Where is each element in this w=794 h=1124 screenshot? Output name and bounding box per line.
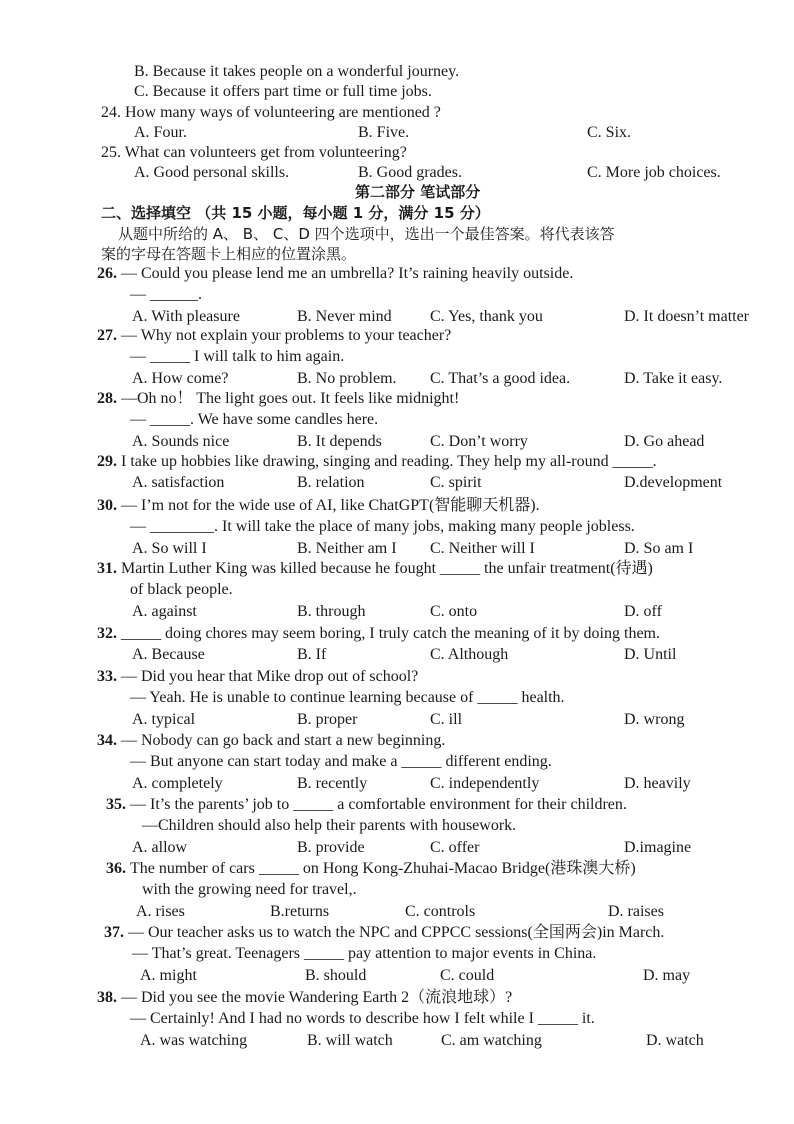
question-text: Martin Luther King was killed because he fought _____ the unfair treatment(待遇) — [121, 560, 653, 577]
question-line — [130, 410, 378, 430]
q23-option-b: B. Because it takes people on a wonderful journey. — [134, 63, 460, 80]
option-c[interactable]: C. could — [440, 966, 495, 984]
option-d[interactable]: D. watch — [646, 1031, 704, 1049]
option-d[interactable]: D. Until — [624, 646, 677, 664]
option-b[interactable]: B. It depends — [297, 432, 382, 450]
question-line — [130, 1009, 595, 1029]
question-stem-line — [106, 859, 636, 879]
question-stem-line — [106, 795, 627, 815]
question-stem-line — [97, 389, 459, 409]
question-number: 34. — [97, 732, 121, 749]
question-text: of black people. — [130, 581, 233, 599]
question-text: — I’m not for the wide use of AI, like ChatGPT(智能聊天机器). — [121, 497, 540, 514]
option-c[interactable]: C. independently — [430, 774, 540, 792]
option-a[interactable]: A. Because — [132, 646, 205, 664]
option-b[interactable]: B. Never mind — [297, 307, 392, 325]
option-d[interactable]: D. wrong — [624, 710, 685, 728]
instructions-line-2: 案的字母在答题卡上相应的位置涂黑。 — [101, 245, 357, 263]
question-stem: How many ways of volunteering are mentioned ? — [125, 104, 441, 121]
question-number: 37. — [104, 924, 128, 941]
option-c[interactable]: C. Yes, thank you — [430, 307, 543, 325]
option-c[interactable]: C. am watching — [441, 1031, 542, 1049]
question-number: 32. — [97, 625, 121, 642]
option-b[interactable]: B. will watch — [307, 1031, 393, 1049]
option-b[interactable]: B. through — [297, 602, 366, 620]
option-d[interactable]: D. Take it easy. — [624, 369, 723, 387]
question-stem-line — [97, 731, 445, 751]
question-text: with the growing need for travel,. — [142, 881, 357, 899]
question-text: — ________. It will take the place of many jobs, making many people jobless. — [130, 518, 635, 536]
option-b[interactable]: B. provide — [297, 838, 365, 856]
option-a[interactable]: A. Good personal skills. — [134, 164, 290, 181]
question-25 — [101, 143, 407, 163]
question-text: — _____ I will talk to him again. — [130, 348, 345, 366]
question-text: — Did you see the movie Wandering Earth 2（流浪地球）? — [121, 989, 513, 1006]
question-text: — ______. — [130, 286, 202, 304]
question-text: — That’s great. Teenagers _____ pay attention to major events in China. — [132, 945, 597, 963]
option-b[interactable]: B.returns — [270, 902, 330, 920]
option-c[interactable]: C. ill — [430, 710, 463, 728]
question-number: 36. — [106, 860, 130, 877]
question-stem-line — [97, 452, 657, 472]
question-text: — Nobody can go back and start a new beginning. — [121, 732, 446, 749]
option-b[interactable]: B. Neither am I — [297, 539, 397, 557]
question-number: 35. — [106, 796, 130, 813]
question-number: 33. — [97, 668, 121, 685]
instructions-line-1: 从题中所给的 A、 B、 C、D 四个选项中，选出一个最佳答案。将代表该答 — [118, 225, 615, 243]
option-b[interactable]: B. Good grades. — [358, 164, 462, 181]
option-b[interactable]: B. relation — [297, 474, 365, 492]
question-line — [130, 752, 552, 772]
question-text: —Children should also help their parents with housework. — [142, 817, 517, 835]
question-number: 25. — [101, 144, 121, 161]
question-text: —Oh no！ The light goes out. It feels like midnight! — [121, 390, 460, 407]
option-d[interactable]: D.development — [624, 474, 723, 492]
option-c[interactable]: C. offer — [430, 838, 480, 856]
question-text: — Yeah. He is unable to continue learning because of _____ health. — [130, 689, 565, 707]
option-b[interactable]: B. If — [297, 646, 327, 664]
question-stem-line — [97, 667, 418, 687]
question-number: 24. — [101, 104, 121, 121]
question-text: — _____. We have some candles here. — [130, 411, 379, 429]
option-a[interactable]: A. satisfaction — [132, 474, 225, 492]
option-a[interactable]: A. rises — [136, 902, 185, 920]
question-text: The number of cars _____ on Hong Kong-Zhuhai-Macao Bridge(港珠澳大桥) — [130, 860, 636, 877]
question-stem-line — [97, 326, 451, 346]
option-d[interactable]: D. may — [643, 966, 691, 984]
question-number: 28. — [97, 390, 121, 407]
question-stem: What can volunteers get from volunteering? — [124, 144, 407, 161]
option-a[interactable]: A. How come? — [132, 369, 229, 387]
question-text: I take up hobbies like drawing, singing and reading. They help my all-round _____. — [121, 453, 657, 470]
question-line — [130, 517, 635, 537]
question-24 — [101, 103, 441, 123]
option-a[interactable]: A. Four. — [134, 124, 187, 141]
question-stem-line — [97, 988, 512, 1008]
option-d[interactable]: D. So am I — [624, 539, 694, 557]
option-a[interactable]: A. might — [140, 966, 197, 984]
question-number: 38. — [97, 989, 121, 1006]
option-c[interactable]: C. Although — [430, 646, 509, 664]
option-a[interactable]: A. against — [132, 602, 197, 620]
option-d[interactable]: D. off — [624, 602, 662, 620]
option-b[interactable]: B. Five. — [358, 124, 410, 141]
option-d[interactable]: D. raises — [608, 902, 664, 920]
question-line — [130, 688, 565, 708]
question-number: 29. — [97, 453, 121, 470]
option-a[interactable]: A. With pleasure — [132, 307, 240, 325]
question-stem-line — [104, 923, 664, 943]
option-a[interactable]: A. was watching — [140, 1031, 248, 1049]
question-number: 31. — [97, 560, 121, 577]
question-text: — Did you hear that Mike drop out of school? — [121, 668, 419, 685]
question-number: 30. — [97, 497, 121, 514]
question-stem-line — [97, 559, 653, 579]
question-line — [142, 816, 516, 836]
question-number: 27. — [97, 327, 121, 344]
option-c[interactable]: C. spirit — [430, 474, 482, 492]
question-line — [132, 944, 596, 964]
option-b[interactable]: B. recently — [297, 774, 368, 792]
option-c[interactable]: C. Six. — [587, 124, 632, 141]
question-line — [142, 880, 357, 900]
question-number: 26. — [97, 265, 121, 282]
option-c[interactable]: C. Don’t worry — [430, 432, 528, 450]
question-line — [130, 347, 344, 367]
option-b[interactable]: B. proper — [297, 710, 358, 728]
option-d[interactable]: D. Go ahead — [624, 432, 705, 450]
option-b[interactable]: B. No problem. — [297, 369, 397, 387]
question-text: — Certainly! And I had no words to describe how I felt while I _____ it. — [130, 1010, 595, 1028]
part-title: 第二部分 笔试部分 — [355, 183, 481, 201]
option-a[interactable]: A. completely — [132, 774, 223, 792]
question-text: — It’s the parents’ job to _____ a comfortable environment for their children. — [130, 796, 627, 813]
option-c[interactable]: C. onto — [430, 602, 478, 620]
section-heading: 二、选择填空 （共 15 小题，每小题 1 分，满分 15 分） — [101, 204, 490, 222]
option-c[interactable]: C. Neither will I — [430, 539, 535, 557]
question-text: — Our teacher asks us to watch the NPC and CPPCC sessions(全国两会)in March. — [128, 924, 665, 941]
question-text: — Why not explain your problems to your teacher? — [121, 327, 452, 344]
option-d[interactable]: D. It doesn’t matter — [624, 307, 750, 325]
option-a[interactable]: A. typical — [132, 710, 196, 728]
question-text: _____ doing chores may seem boring, I truly catch the meaning of it by doing them. — [121, 625, 660, 642]
option-d[interactable]: D. heavily — [624, 774, 691, 792]
question-stem-line — [97, 264, 573, 284]
q23-option-c: C. Because it offers part time or full time jobs. — [134, 83, 432, 100]
option-a[interactable]: A. allow — [132, 838, 188, 856]
option-b[interactable]: B. should — [305, 966, 367, 984]
option-c[interactable]: C. More job choices. — [587, 164, 721, 181]
question-text: — Could you please lend me an umbrella? It’s raining heavily outside. — [121, 265, 574, 282]
option-a[interactable]: A. Sounds nice — [132, 432, 230, 450]
option-d[interactable]: D.imagine — [624, 838, 692, 856]
question-line — [130, 580, 233, 600]
question-line — [130, 285, 202, 305]
option-c[interactable]: C. controls — [405, 902, 476, 920]
question-text: — But anyone can start today and make a _____ different ending. — [130, 753, 552, 771]
question-stem-line — [97, 496, 540, 516]
option-c[interactable]: C. That’s a good idea. — [430, 369, 571, 387]
question-stem-line — [97, 624, 660, 644]
option-a[interactable]: A. So will I — [132, 539, 207, 557]
